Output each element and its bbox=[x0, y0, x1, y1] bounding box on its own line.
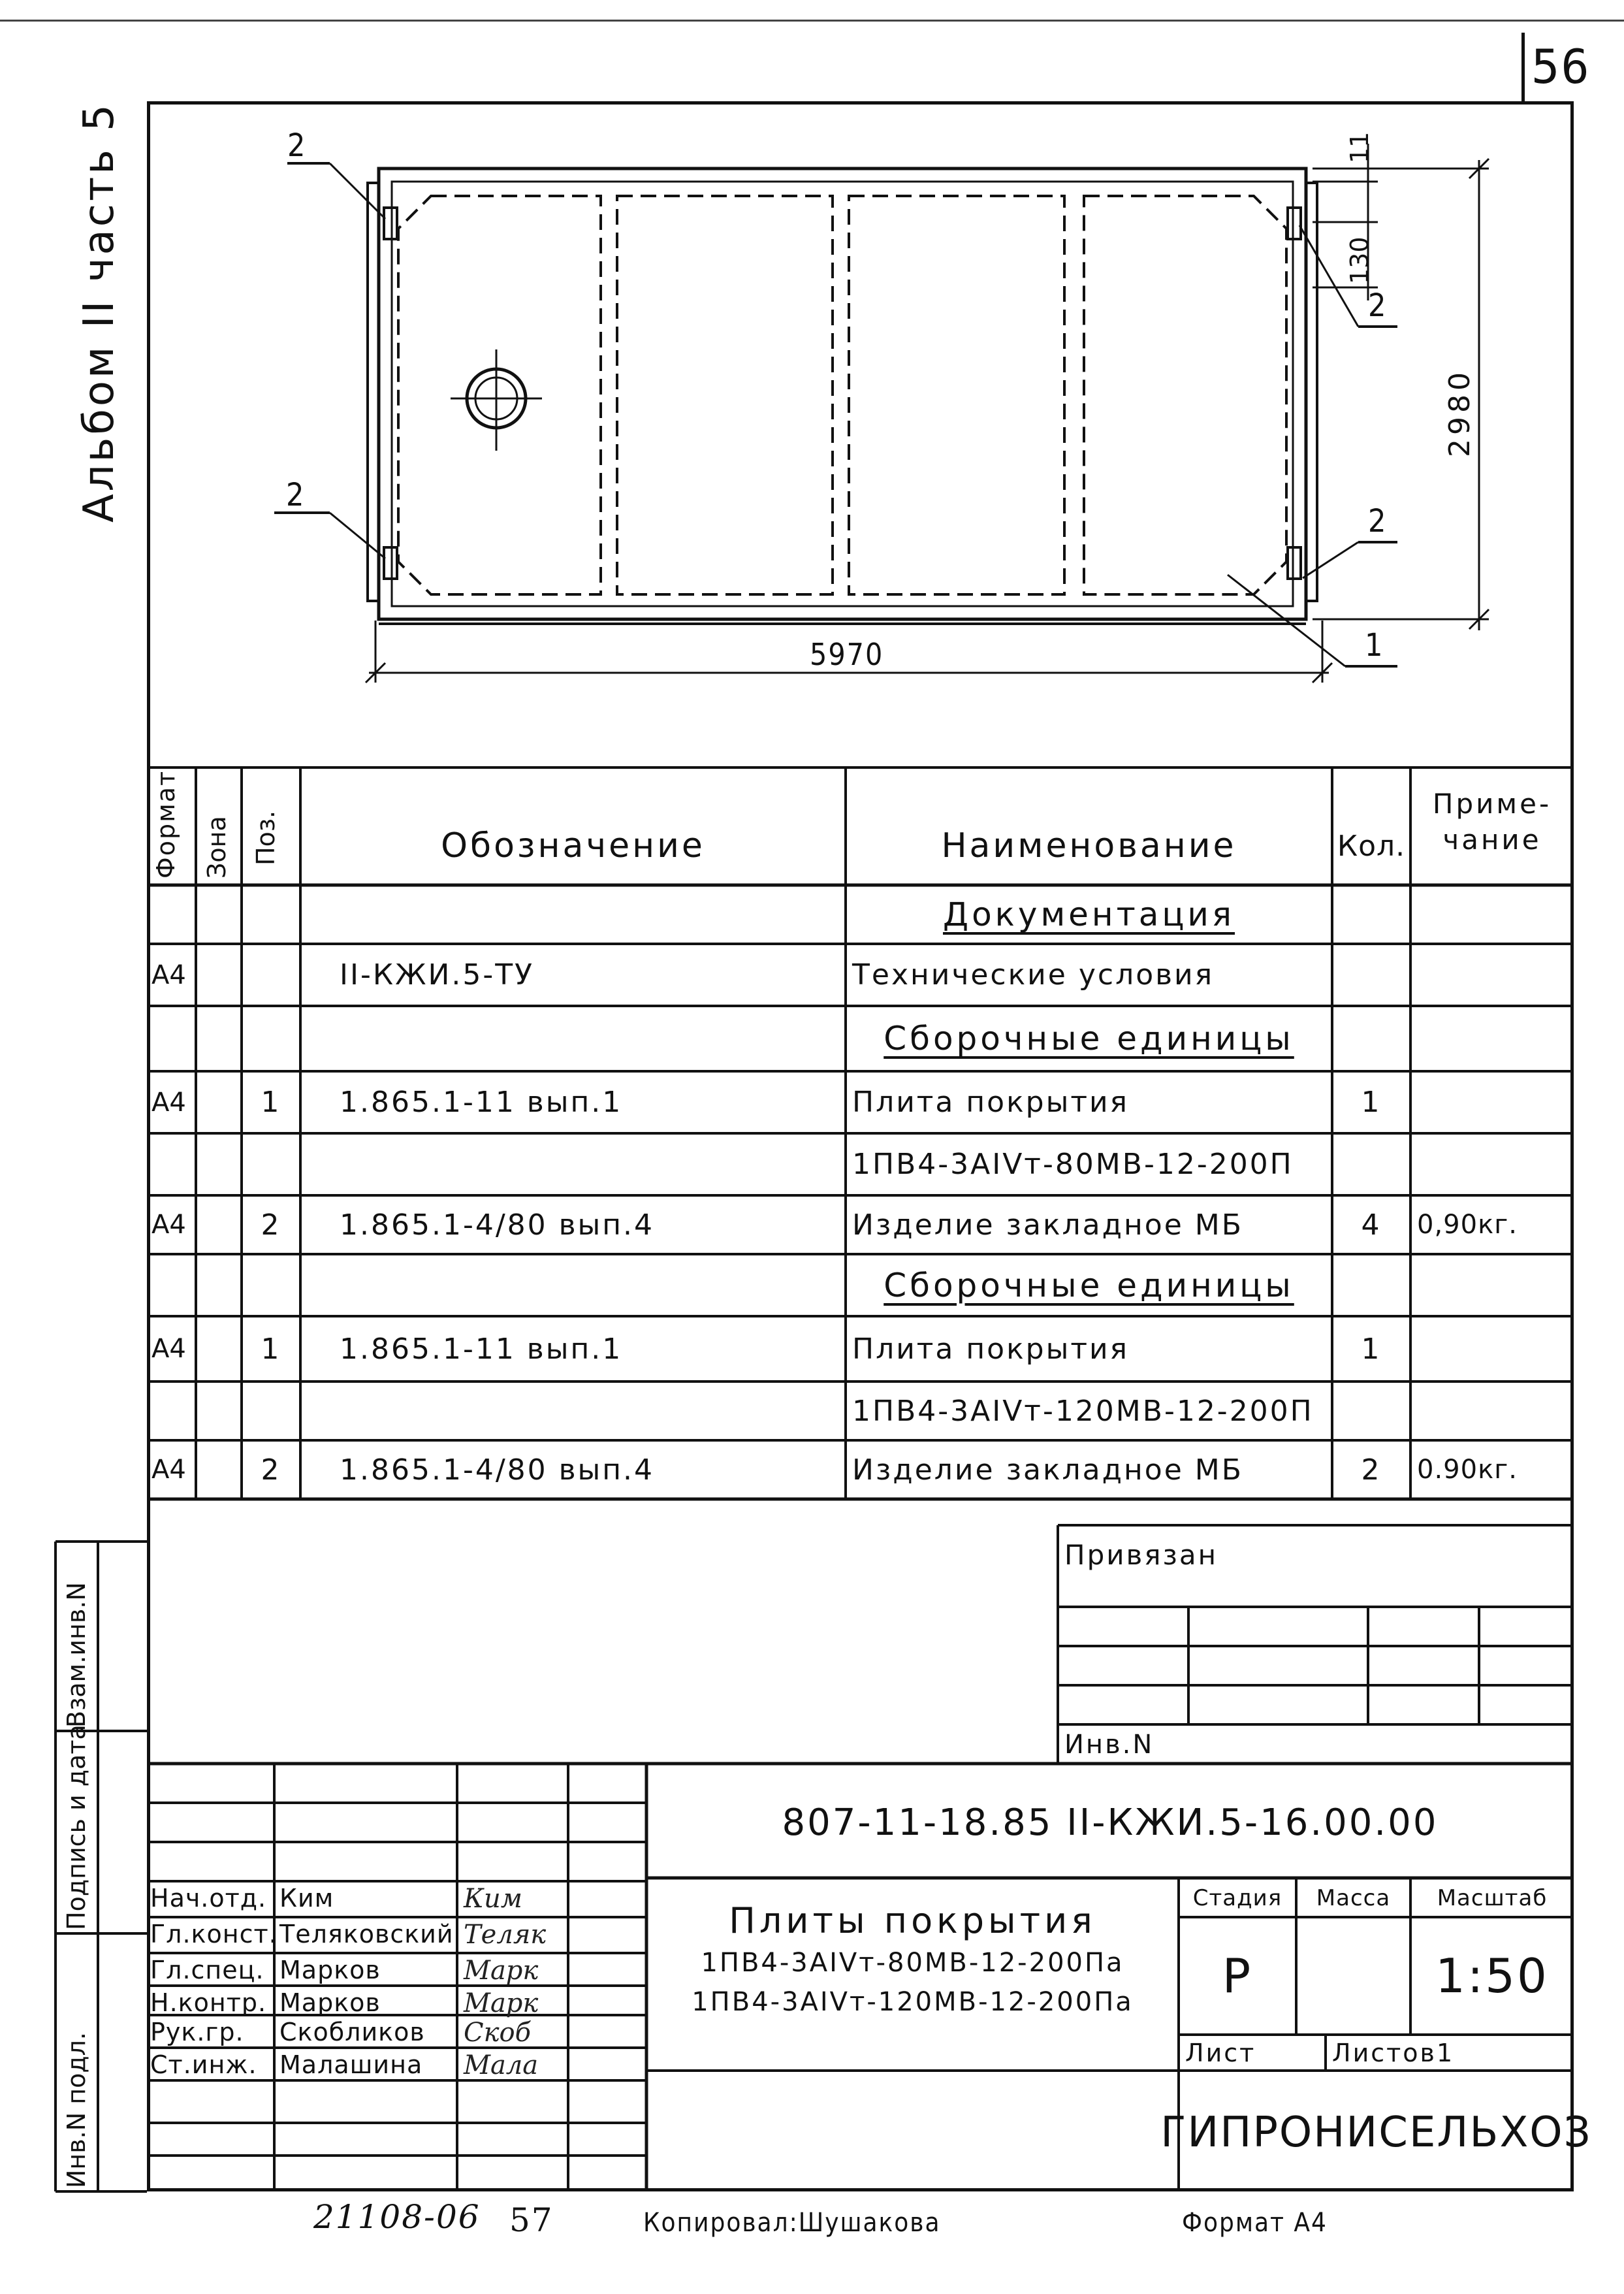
left-strip-inv-podl: Инв.N подл. bbox=[62, 2032, 91, 2188]
staff-name: Скобликов bbox=[279, 2018, 425, 2046]
stage-value: Р bbox=[1222, 1948, 1253, 2003]
row-name: Плита покрытия bbox=[852, 1086, 1130, 1119]
row-section-heading: Документация bbox=[943, 896, 1235, 933]
row-designation: 1.865.1-4/80 вып.4 bbox=[340, 1208, 655, 1242]
scale-value: 1:50 bbox=[1435, 1948, 1549, 2003]
staff-name: Марков bbox=[279, 1988, 381, 2017]
title-line1: Плиты покрытия bbox=[729, 1899, 1096, 1941]
row-qty: 4 bbox=[1361, 1208, 1382, 1242]
row-qty: 1 bbox=[1361, 1086, 1382, 1119]
org-name: ГИПРОНИСЕЛЬХОЗ bbox=[1160, 2108, 1592, 2157]
pos-label-2-tl: 2 bbox=[287, 127, 307, 164]
row-name: Плита покрытия bbox=[852, 1332, 1130, 1366]
footer-format: Формат А4 bbox=[1182, 2208, 1328, 2238]
dim-edge: 11 bbox=[1345, 131, 1374, 163]
staff-role: Н.контр. bbox=[150, 1988, 267, 2017]
staff-name: Ким bbox=[279, 1884, 334, 1913]
staff-signature: Скоб bbox=[464, 2018, 531, 2048]
staff-name: Теляковский bbox=[279, 1920, 454, 1948]
hdr-zone: Зона bbox=[202, 816, 231, 879]
title-line2: 1ПВ4-3АIVт-80МВ-12-200Па bbox=[701, 1948, 1124, 1978]
title-code: 807-11-18.85 II-КЖИ.5-16.00.00 bbox=[782, 1801, 1439, 1844]
row-format: А4 bbox=[151, 1087, 186, 1118]
staff-role: Гл.спец. bbox=[150, 1956, 264, 1984]
hdr-designation: Обозначение bbox=[441, 826, 705, 865]
row-pos: 1 bbox=[261, 1086, 281, 1119]
staff-role: Рук.гр. bbox=[150, 2018, 244, 2046]
staff-signature: Марк bbox=[464, 1988, 539, 2018]
staff-role: Ст.инж. bbox=[150, 2050, 257, 2079]
row-format: А4 bbox=[151, 960, 186, 990]
staff-name: Малашина bbox=[279, 2050, 423, 2079]
row-name: 1ПВ4-3АIVт-120МВ-12-200П bbox=[852, 1394, 1314, 1428]
sheets-label: Листов1 bbox=[1332, 2039, 1455, 2067]
staff-role: Нач.отд. bbox=[150, 1884, 267, 1913]
footer-page: 57 bbox=[509, 2201, 554, 2239]
pos-label-2-tr: 2 bbox=[1368, 287, 1388, 324]
album-label: Альбом II часть 5 bbox=[75, 101, 123, 523]
hdr-note-1: Приме- bbox=[1432, 787, 1552, 820]
dim-width: 2980 bbox=[1443, 368, 1476, 457]
row-format: А4 bbox=[151, 1455, 186, 1485]
row-note: 0,90кг. bbox=[1417, 1210, 1518, 1240]
scale-label: Масштаб bbox=[1437, 1884, 1548, 1911]
row-qty: 2 bbox=[1361, 1453, 1382, 1487]
dim-130: 130 bbox=[1345, 236, 1374, 284]
row-pos: 2 bbox=[261, 1208, 281, 1242]
binding-title: Привязан bbox=[1064, 1538, 1218, 1571]
footer-copied: Копировал:Шушакова bbox=[643, 2208, 941, 2238]
hdr-pos: Поз. bbox=[251, 810, 280, 865]
row-pos: 1 bbox=[261, 1332, 281, 1366]
row-section-heading: Сборочные единицы bbox=[884, 1020, 1294, 1058]
row-note: 0.90кг. bbox=[1417, 1455, 1518, 1485]
footer-inv-number: 21108-06 bbox=[313, 2198, 481, 2236]
row-format: А4 bbox=[151, 1334, 186, 1364]
sheet-label: Лист bbox=[1185, 2039, 1256, 2067]
row-designation: 1.865.1-4/80 вып.4 bbox=[340, 1453, 655, 1487]
staff-name: Марков bbox=[279, 1956, 381, 1984]
row-designation: 1.865.1-11 вып.1 bbox=[340, 1086, 623, 1119]
hdr-qty: Кол. bbox=[1337, 829, 1406, 863]
row-name: Изделие закладное МБ bbox=[852, 1208, 1243, 1242]
mass-label: Масса bbox=[1316, 1884, 1391, 1911]
row-format: А4 bbox=[151, 1210, 186, 1240]
pos-label-2-br: 2 bbox=[1368, 503, 1388, 540]
left-strip-vzam: Взам.инв.N bbox=[62, 1582, 91, 1728]
pos-label-2-bl: 2 bbox=[286, 477, 306, 513]
staff-role: Гл.конст. bbox=[150, 1920, 278, 1948]
staff-signature: Мала bbox=[464, 2050, 539, 2080]
row-designation: 1.865.1-11 вып.1 bbox=[340, 1332, 623, 1366]
hdr-name: Наименование bbox=[941, 826, 1237, 865]
hdr-note-2: чание bbox=[1442, 823, 1542, 856]
staff-signature: Теляк bbox=[464, 1920, 547, 1950]
row-name: Изделие закладное МБ bbox=[852, 1453, 1243, 1487]
row-name: Технические условия bbox=[852, 958, 1215, 992]
binding-inv-label: Инв.N bbox=[1064, 1729, 1154, 1760]
title-line3: 1ПВ4-3АIVт-120МВ-12-200Па bbox=[692, 1987, 1134, 2017]
stage-label: Стадия bbox=[1192, 1884, 1282, 1911]
dim-length: 5970 bbox=[810, 637, 884, 672]
row-section-heading: Сборочные единицы bbox=[884, 1266, 1294, 1304]
staff-signature: Марк bbox=[464, 1956, 539, 1986]
row-name: 1ПВ4-3АIVт-80МВ-12-200П bbox=[852, 1148, 1294, 1181]
row-pos: 2 bbox=[261, 1453, 281, 1487]
sheet-number: 56 bbox=[1531, 39, 1591, 94]
pos-label-1: 1 bbox=[1365, 627, 1384, 664]
staff-signature: Ким bbox=[464, 1884, 522, 1914]
row-designation: II-КЖИ.5-ТУ bbox=[340, 958, 534, 992]
row-qty: 1 bbox=[1361, 1332, 1382, 1366]
hdr-format: Формат bbox=[151, 769, 180, 879]
left-strip-podpis: Подпись и дата bbox=[62, 1724, 91, 1930]
